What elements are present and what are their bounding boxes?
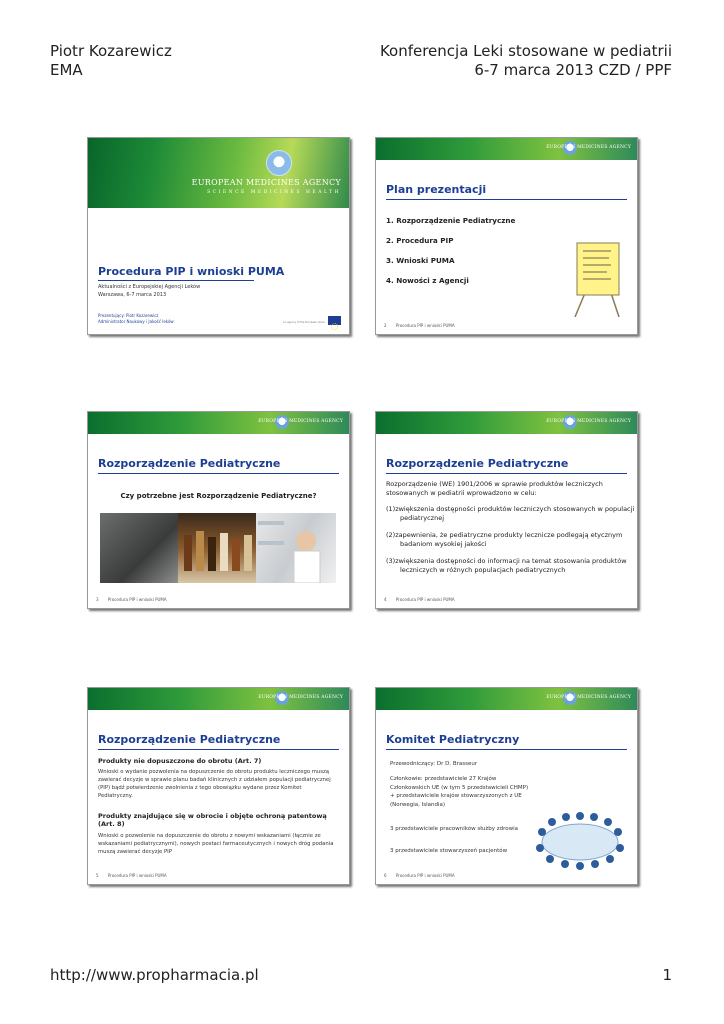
title-rule bbox=[386, 473, 627, 474]
title-rule bbox=[386, 749, 627, 750]
header-band bbox=[376, 412, 637, 434]
ema-logo-icon bbox=[266, 150, 292, 176]
title-rule bbox=[98, 749, 339, 750]
slide-footer-title: Procedura PIP i wnioski PUMA bbox=[395, 323, 455, 328]
slide-footer-title: Procedura PIP i wnioski PUMA bbox=[395, 873, 455, 878]
chair-text: Przewodniczący: Dr D. Brasseur bbox=[390, 761, 478, 767]
slide-footer bbox=[384, 323, 463, 328]
cover-banner bbox=[88, 138, 349, 208]
slide-1 bbox=[87, 137, 350, 335]
section-text: Wnioski o pozwolenie na dopuszczenie do obrotu z nowymi wskazaniami (łącznie ze wskazaniami pediatrycznymi), nowych postaci farmaceutycznych i nowych dróg podania muszą zawierać decyzje PIP bbox=[98, 833, 334, 855]
slide-5 bbox=[87, 687, 350, 885]
agenda-item: 1. Rozporządzenie Pediatryczne bbox=[386, 216, 516, 225]
agency-name: EUROPEAN MEDICINES AGENCY bbox=[258, 419, 343, 424]
header-band bbox=[88, 412, 349, 434]
section-heading: Produkty nie dopuszczone do obrotu (Art. 7) bbox=[98, 757, 262, 765]
slide-number: 6 bbox=[384, 873, 387, 878]
goal-point: (1)zwiększenia dostępności produktów leczniczych stosowanych w populacji pediatrycznej bbox=[386, 505, 635, 522]
goal-point: (3)zwiększenia dostępności do informacji na temat stosowania produktów leczniczych w różnych populacjach pediatrycznych bbox=[386, 557, 627, 574]
slide-title: Plan prezentacji bbox=[386, 183, 487, 196]
round-table-icon bbox=[528, 796, 632, 876]
footer-url[interactable]: http://www.propharmacia.pl bbox=[50, 966, 259, 984]
agenda-list bbox=[386, 216, 515, 296]
agency-name: EUROPEAN MEDICINES AGENCY bbox=[191, 178, 341, 187]
slide-number: 4 bbox=[384, 597, 387, 602]
professionals-text: 3 przedstawiciele pracowników służby zdrowia bbox=[390, 826, 518, 832]
pharmacy-photo bbox=[256, 513, 336, 583]
slide-footer-title: Procedura PIP i wnioski PUMA bbox=[107, 873, 167, 878]
slide-question: Czy potrzebne jest Rozporządzenie Pediatryczne? bbox=[120, 492, 317, 500]
conference-title: Konferencja Leki stosowane w pediatrii bbox=[379, 42, 672, 60]
slide-footer bbox=[96, 873, 175, 878]
agenda-item: 3. Wnioski PUMA bbox=[386, 256, 455, 265]
slide-footer-title: Procedura PIP i wnioski PUMA bbox=[395, 597, 455, 602]
presenter-line: Prezentujący: Piotr Kozarewicz bbox=[98, 313, 159, 318]
title-rule bbox=[98, 280, 254, 281]
flipchart-icon bbox=[571, 241, 623, 317]
agency-name: EUROPEAN MEDICINES AGENCY bbox=[258, 695, 343, 700]
section-text: Wnioski o wydanie pozwolenia na dopuszczenie do obrotu produktu leczniczego muszą zawierać decyzje w sprawie planu badań klinicznych z udziałem populacji pediatrycznej (PIP) bądź potwierdzenie zwolnienia z tego obowiązku wydane przez Komitet Pediatryczny. bbox=[98, 769, 331, 799]
slide-title: Komitet Pediatryczny bbox=[386, 733, 520, 746]
conference-date: 6-7 marca 2013 CZD / PPF bbox=[474, 61, 672, 79]
slide-footer bbox=[384, 873, 463, 878]
slide-title: Rozporządzenie Pediatryczne bbox=[386, 457, 569, 470]
slide-footer bbox=[96, 597, 175, 602]
subtitle-line: Aktualności z Europejskiej Agencji Leków bbox=[98, 284, 201, 290]
patients-text: 3 przedstawiciele stowarzyszeń pacjentów bbox=[390, 848, 508, 854]
agency-name: EUROPEAN MEDICINES AGENCY bbox=[546, 145, 631, 150]
date-line: Warszawa, 6-7 marca 2013 bbox=[98, 292, 167, 298]
members-text: Członkowie: przedstawiciele 27 Krajów Członkowskich UE (w tym 5 przedstawicieli CHMP) + przedstawiciele krajów stowarzyszonych z UE (Norwegia, Islandia) bbox=[390, 776, 529, 808]
agency-name: EUROPEAN MEDICINES AGENCY bbox=[546, 419, 631, 424]
slide-3 bbox=[87, 411, 350, 609]
section-heading: Produkty znajdujące się w obrocie i objęte ochroną patentową (Art. 8) bbox=[98, 812, 327, 828]
presenter-role: Administrator Naukowy i Jakość leków bbox=[98, 319, 174, 324]
agenda-item: 2. Procedura PIP bbox=[386, 236, 454, 245]
header-band bbox=[376, 688, 637, 710]
title-rule bbox=[386, 199, 627, 200]
page-header-right bbox=[380, 42, 672, 80]
slide-number: 3 bbox=[96, 597, 99, 602]
slide-4 bbox=[375, 411, 638, 609]
slide-title: Procedura PIP i wnioski PUMA bbox=[98, 265, 285, 278]
slide-number: 5 bbox=[96, 873, 99, 878]
slide-footer bbox=[384, 597, 463, 602]
agenda-item: 4. Nowości z Agencji bbox=[386, 276, 469, 285]
page-header-left bbox=[50, 42, 172, 80]
bottles-photo bbox=[178, 513, 256, 583]
slide-number: 2 bbox=[384, 323, 387, 328]
slide-footer-title: Procedura PIP i wnioski PUMA bbox=[107, 597, 167, 602]
agency-tagline: SCIENCE MEDICINES HEALTH bbox=[207, 190, 341, 195]
goal-point: (2)zapewnienia, że pediatryczne produkty lecznicze podlegają etycznym badaniom wysokiej jakości bbox=[386, 531, 623, 548]
slide-title: Rozporządzenie Pediatryczne bbox=[98, 733, 281, 746]
eu-agency-text: An agency of the European Union bbox=[282, 321, 325, 324]
header-band bbox=[88, 688, 349, 710]
eu-flag-icon bbox=[328, 316, 341, 325]
author-name: Piotr Kozarewicz bbox=[50, 42, 172, 60]
slide-6 bbox=[375, 687, 638, 885]
book-photo bbox=[100, 513, 178, 583]
header-band bbox=[376, 138, 637, 160]
title-rule bbox=[98, 473, 339, 474]
intro-text: Rozporządzenie (WE) 1901/2006 w sprawie produktów leczniczych stosowanych w pediatrii wprowadzono w celu: bbox=[386, 480, 603, 497]
page-number: 1 bbox=[662, 966, 672, 984]
author-org: EMA bbox=[50, 61, 83, 79]
slide-title: Rozporządzenie Pediatryczne bbox=[98, 457, 281, 470]
slide-2 bbox=[375, 137, 638, 335]
agency-name: EUROPEAN MEDICINES AGENCY bbox=[546, 695, 631, 700]
